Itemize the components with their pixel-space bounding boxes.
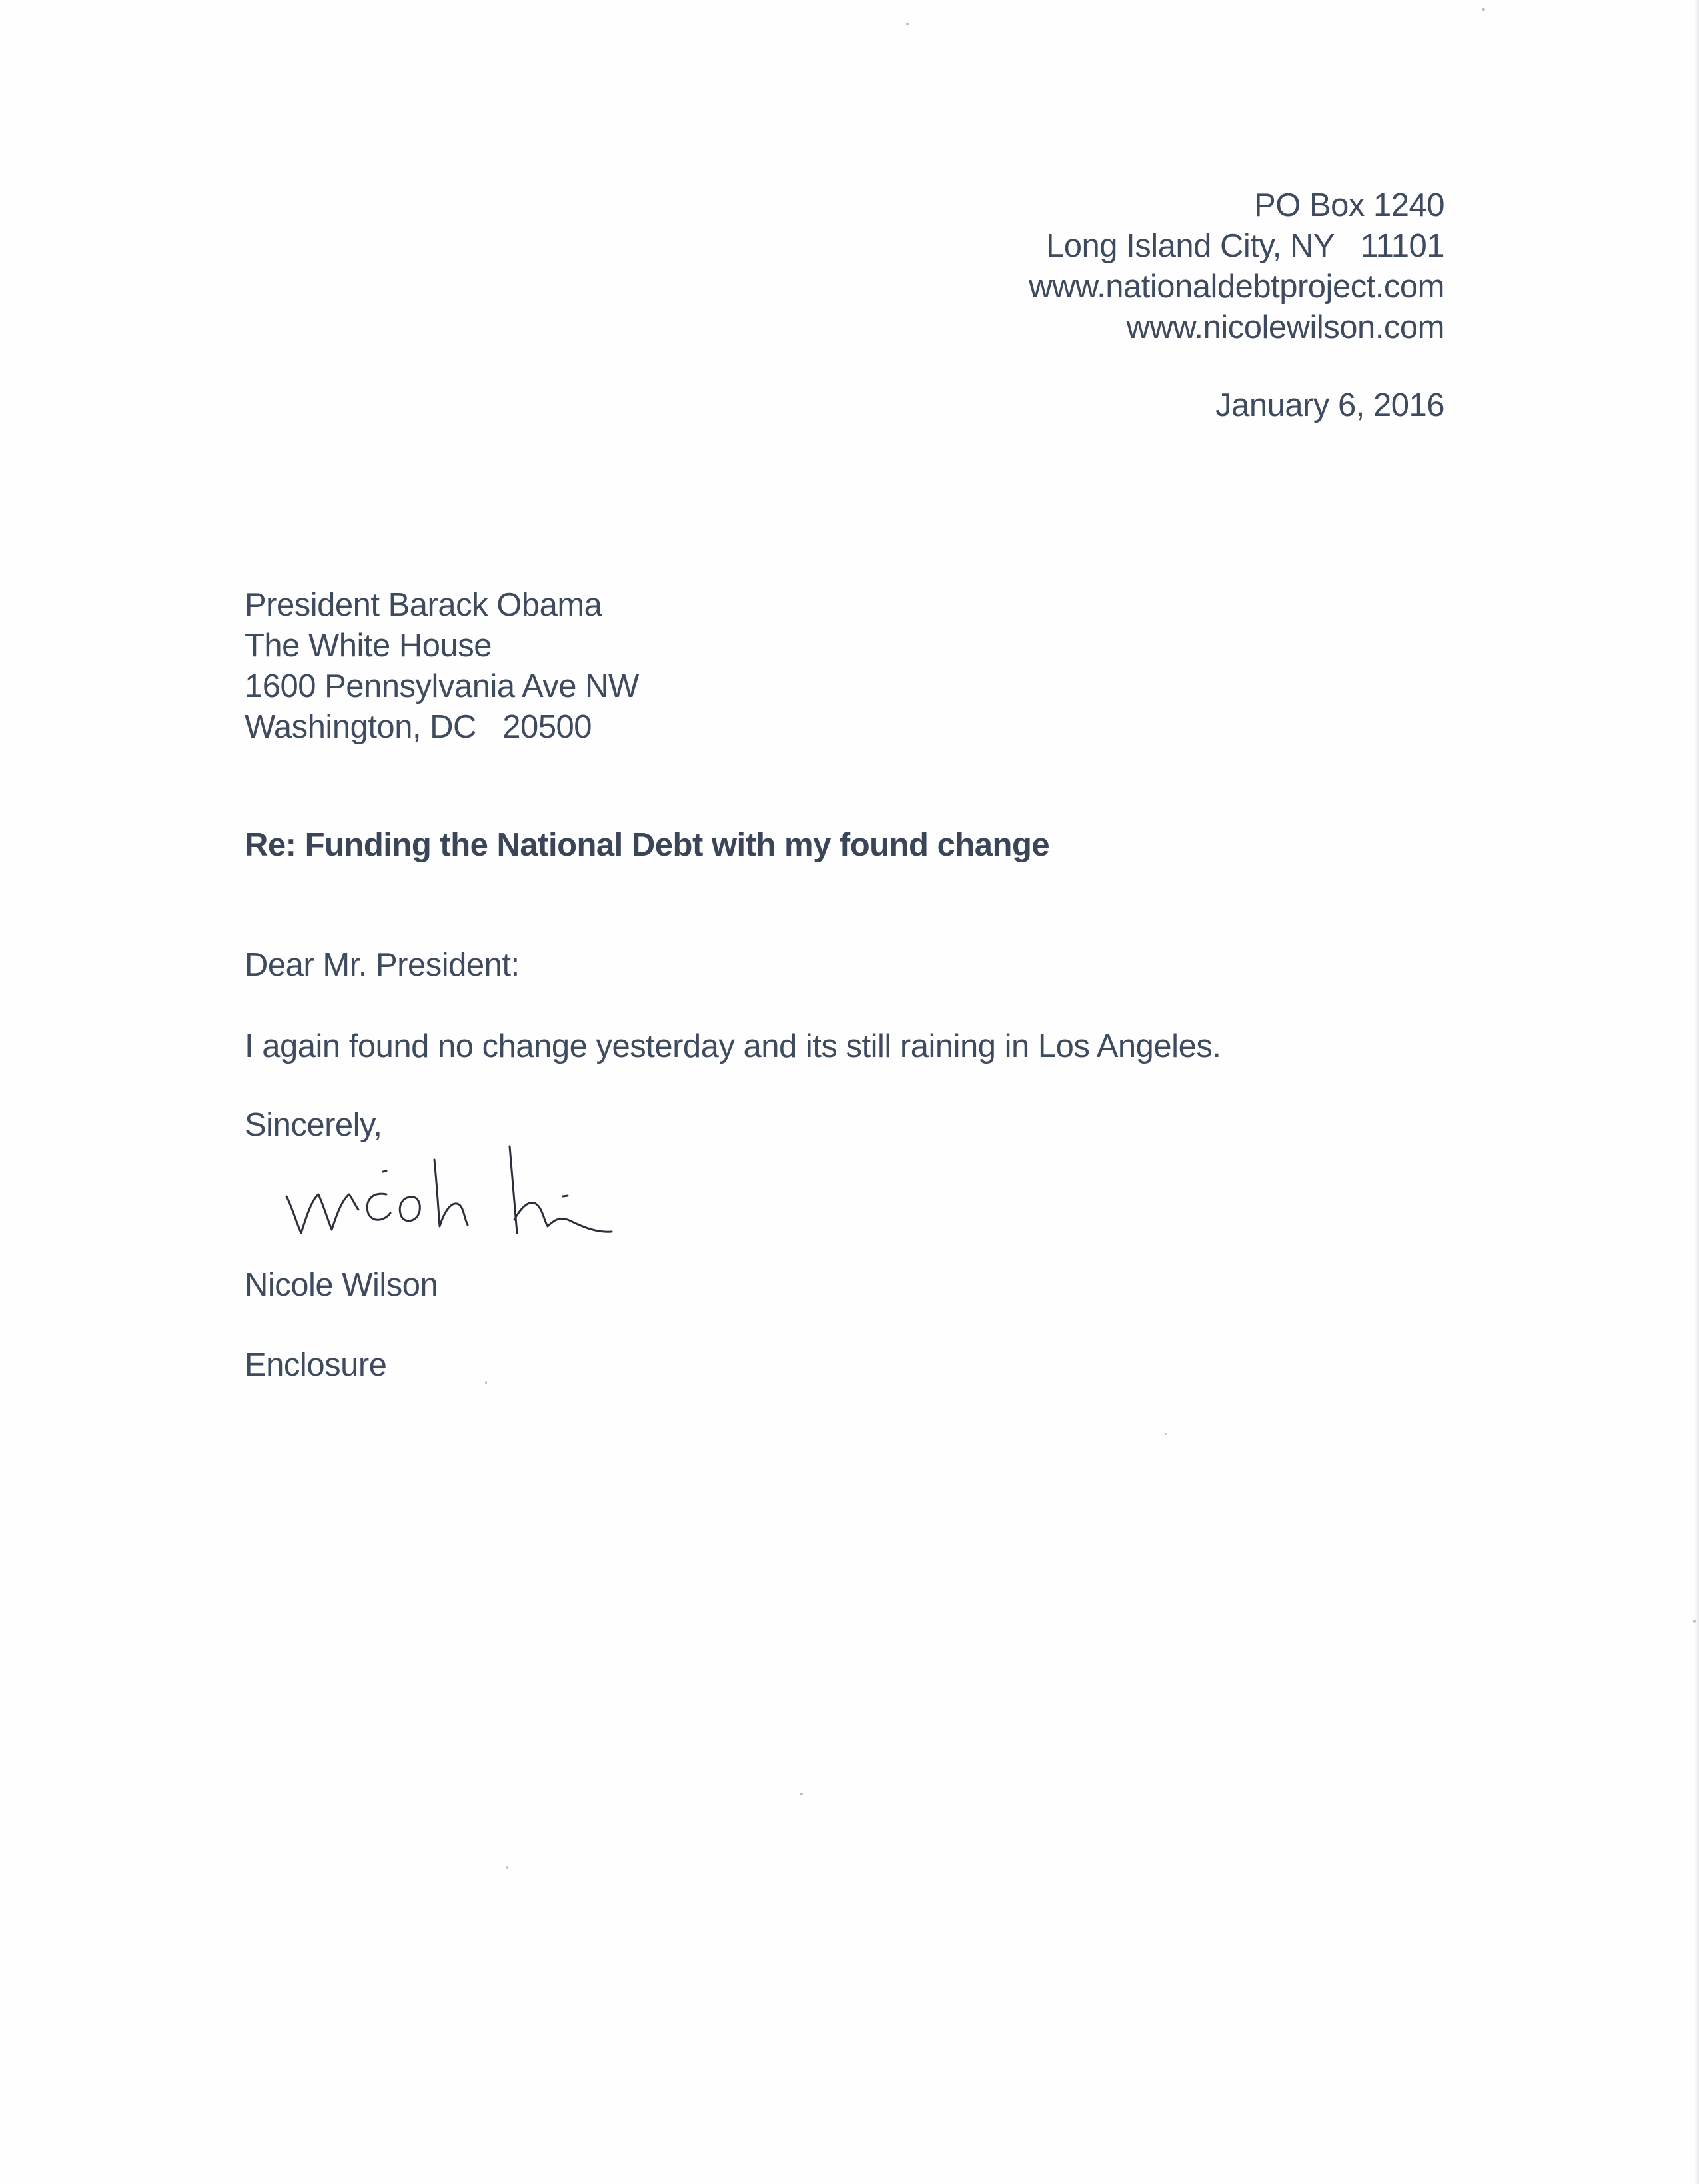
recipient-name: President Barack Obama: [245, 587, 602, 623]
scan-edge-shadow: [1695, 0, 1699, 2184]
sender-address-block: [1029, 185, 1444, 348]
sender-po-box: PO Box 1240: [1254, 187, 1444, 223]
enclosure-note: Enclosure: [245, 1347, 387, 1383]
handwritten-signature: [280, 1133, 626, 1246]
closing: Sincerely,: [245, 1107, 382, 1143]
sender-website-2: www.nicolewilson.com: [1126, 309, 1444, 345]
recipient-street: 1600 Pennsylvania Ave NW: [245, 668, 639, 704]
scan-speck: [1693, 1620, 1696, 1623]
sender-website-1: www.nationaldebtproject.com: [1029, 269, 1444, 305]
scan-speck: [1165, 1433, 1167, 1435]
body-paragraph: I again found no change yesterday and its still raining in Los Angeles.: [245, 1028, 1221, 1064]
recipient-city-line: Washington, DC 20500: [245, 709, 592, 745]
scan-speck: [906, 23, 909, 25]
subject-line: Re: Funding the National Debt with my found change: [245, 827, 1050, 863]
scan-speck: [506, 1866, 508, 1869]
recipient-organization: The White House: [245, 628, 492, 664]
signer-name: Nicole Wilson: [245, 1267, 438, 1303]
letter-date: January 6, 2016: [1215, 387, 1444, 423]
scan-speck: [485, 1381, 487, 1384]
recipient-address-block: [245, 585, 639, 748]
salutation: Dear Mr. President:: [245, 947, 520, 983]
scan-speck: [800, 1793, 803, 1795]
sender-city-line: Long Island City, NY 11101: [1046, 228, 1444, 264]
scan-speck: [1482, 8, 1485, 11]
